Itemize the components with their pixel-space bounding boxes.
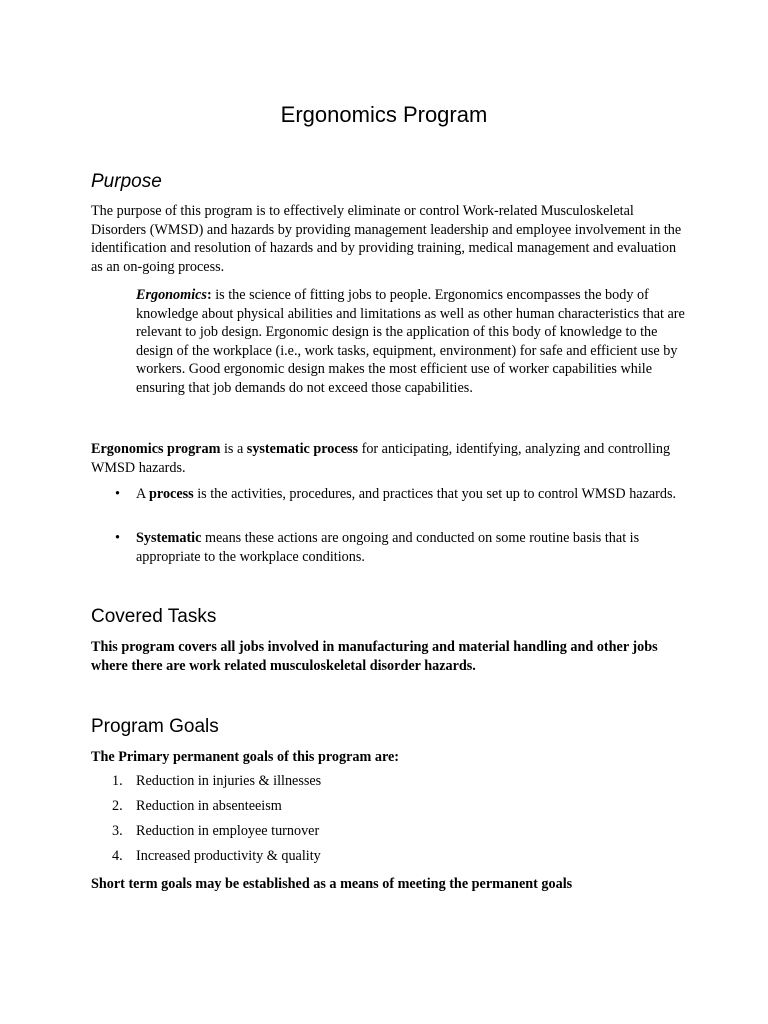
goal-text: Reduction in employee turnover — [136, 823, 320, 839]
goal-number: 4. — [112, 848, 123, 864]
document-title: Ergonomics Program — [280, 102, 488, 127]
purpose-paragraph: The purpose of this program is to effectively eliminate or control Work-related Musculoskeletal Disorders (WMSD) and hazards by providing management leadership and employee involvement in the identification and resolution of hazards and by providing training, medical management and evaluation as an on-going process. — [91, 203, 682, 275]
bullet-text — [136, 485, 686, 504]
program-goals-heading: Program Goals — [91, 716, 219, 737]
goal-text: Reduction in injuries & illnesses — [136, 773, 322, 789]
goal-item-3 — [112, 822, 319, 841]
bullet-prefix: A — [136, 486, 150, 502]
bullet-term: process — [149, 486, 194, 502]
definition-term: Ergonomics — [136, 287, 207, 303]
goal-text: Reduction in absenteeism — [136, 798, 282, 814]
covered-tasks-paragraph: This program covers all jobs involved in manufacturing and material handling and other jobs where there are work related musculoskeletal disorder hazards. — [91, 639, 658, 674]
goals-intro: The Primary permanent goals of this program are: — [91, 749, 400, 765]
goal-item-1 — [112, 772, 321, 791]
bullet-marker: • — [115, 486, 120, 502]
goal-number: 1. — [112, 773, 123, 789]
bullet-term: Systematic — [136, 530, 202, 546]
goal-number: 2. — [112, 798, 123, 814]
goals-closing: Short term goals may be established as a means of meeting the permanent goals — [91, 876, 573, 892]
goal-number: 3. — [112, 823, 123, 839]
goal-item-2 — [112, 797, 282, 816]
definition-text: is the science of fitting jobs to people. Ergonomics encompasses the body of knowledge about physical abilities and limitations as well as other human characteristics that are relevant to job design. Ergonomic design is the application of this body of knowledge to the design of the workplace (i.e., work tasks, equipment, environment) for safe and efficient use by workers. Good ergonomic design makes the most efficient use of worker capabilities while ensuring that job demands do not exceed those capabilities. — [136, 287, 685, 396]
bullet-body: means these actions are ongoing and conducted on some routine basis that is appropriate to the workplace conditions. — [136, 530, 640, 565]
goal-text: Increased productivity & quality — [136, 848, 321, 864]
bullet-body: is the activities, procedures, and practices that you set up to control WMSD hazards. — [193, 486, 677, 502]
program-rest: for anticipating, identifying, analyzing and controlling WMSD hazards. — [91, 441, 671, 476]
goal-item-4 — [112, 847, 321, 866]
program-definition — [91, 440, 686, 477]
program-term2: systematic process — [246, 441, 359, 457]
program-mid: is a — [220, 441, 247, 457]
program-term: Ergonomics program — [91, 441, 221, 457]
bullet-marker: • — [115, 530, 120, 546]
ergonomics-definition — [136, 286, 696, 398]
purpose-heading: Purpose — [91, 171, 162, 192]
covered-tasks-heading: Covered Tasks — [91, 606, 217, 627]
bullet-text — [136, 529, 686, 566]
definition-colon: : — [206, 287, 212, 303]
